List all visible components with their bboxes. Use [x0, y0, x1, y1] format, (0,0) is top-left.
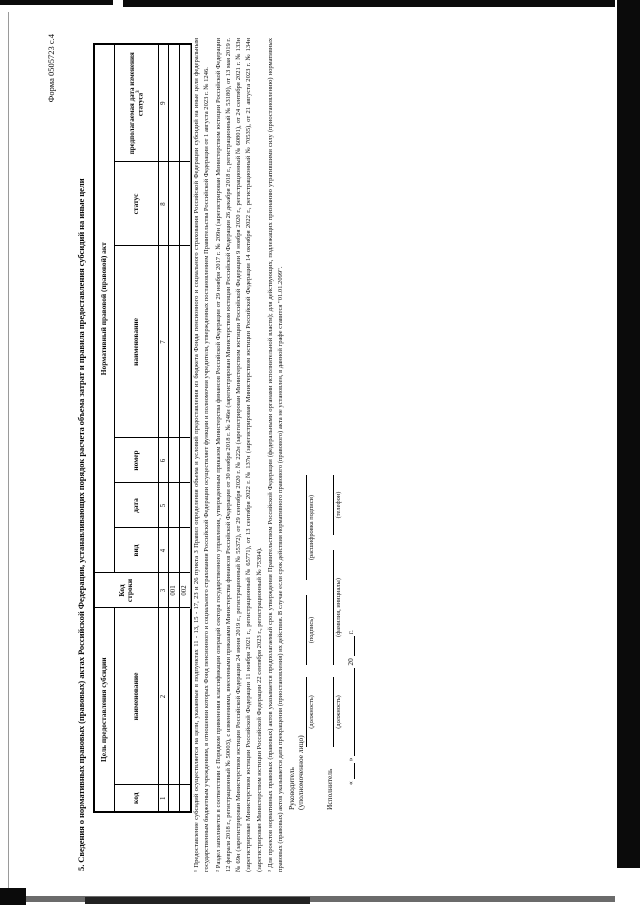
cell-date: [168, 483, 179, 528]
section-title: 5. Сведения о нормативных правовых (правовых) актах Российской Федерации, устанавливающих порядок расчета объема затрат и правила предоставления субсидий на иные цели: [76, 178, 86, 871]
head-label-line1: Руководитель: [287, 767, 296, 810]
executor-name-line: [333, 550, 334, 665]
col-header-date: дата: [114, 483, 158, 528]
cell-status: [179, 162, 191, 246]
col-number-3: 3: [158, 573, 168, 608]
col-number-1: 1: [158, 785, 168, 812]
col-number-8: 8: [158, 162, 168, 246]
date-line: [346, 630, 355, 785]
col-number-6: 6: [158, 438, 168, 483]
line-code-header: [94, 573, 158, 608]
form-number-label: Форма 0505723 с.4: [46, 34, 56, 103]
cell-status-date: [168, 44, 179, 162]
table-row: [179, 44, 191, 812]
line-code-header-top: Код: [116, 584, 126, 597]
year-blank: [346, 636, 355, 656]
year-suffix: г.: [346, 630, 355, 635]
cell-kind: [168, 528, 179, 573]
executor-name-sublabel: (фамилия, инициалы): [335, 578, 342, 637]
head-position-sublabel: (должность): [308, 695, 315, 729]
cell-line-code: 002: [179, 573, 191, 608]
cell-line-code: 001: [168, 573, 179, 608]
goal-group-header: Цель предоставления субсидии: [94, 608, 114, 812]
cell-status-date: [179, 44, 191, 162]
footnotes-block: [192, 38, 288, 872]
cell-date: [179, 483, 191, 528]
cell-goal-name: [179, 608, 191, 785]
footnote-3: ³ Для проектов нормативных правовых (правовых) актов указывается предполагаемый срок утверждения Правительством Российской Федерации (федеральными органами исполнительной власти); для действующих, подлежащих признанию утратившими силу (приостановлению) нормативных правовых (правовых) актов указывается дата прекращения (приостановления) их действия. В случае если срок действия нормативного правового (правового) акта не установлен, в данной графе ставится "01.01.2099".: [267, 38, 285, 872]
head-signature-label: [287, 735, 306, 810]
table-row: [168, 44, 179, 812]
executor-position-sublabel: (должность): [335, 695, 342, 729]
cell-number: [179, 438, 191, 483]
year-prefix: 20: [346, 658, 355, 666]
head-label-line2: (уполномоченное лицо): [296, 735, 306, 810]
scan-double-line-artifact: [190, 45, 191, 609]
npa-table: [93, 43, 192, 813]
cell-goal-code: [168, 785, 179, 812]
col-header-status: статус: [114, 162, 158, 246]
col-number-4: 4: [158, 528, 168, 573]
cell-goal-code: [179, 785, 191, 812]
cell-number: [168, 438, 179, 483]
head-sign-sublabel: (подпись): [308, 616, 315, 644]
month-blank: [346, 668, 355, 756]
status-date-footnote-mark: 3: [135, 90, 141, 93]
status-date-header-text: предполагаемая дата изменения статуса: [127, 52, 145, 155]
executor-phone-line: [333, 475, 334, 535]
col-number-2: 2: [158, 608, 168, 785]
col-header-goal-code: код: [114, 785, 158, 812]
col-header-status-date: [114, 44, 158, 162]
col-number-7: 7: [158, 246, 168, 438]
cell-goal-name: [168, 608, 179, 785]
cell-name: [179, 246, 191, 438]
npa-group-header: Нормативный правовой (правовой) акт: [94, 44, 114, 573]
line-code-header-bottom: строки: [125, 578, 135, 603]
col-number-5: 5: [158, 483, 168, 528]
day-blank: [346, 763, 355, 779]
executor-phone-sublabel: (телефон): [335, 491, 342, 519]
executor-position-line: [333, 677, 334, 747]
head-name-sublabel: (расшифровка подписи): [308, 494, 315, 561]
col-header-goal-name: наименование: [114, 608, 158, 785]
col-number-9: 9: [158, 44, 168, 162]
col-header-number: номер: [114, 438, 158, 483]
open-quote: «: [346, 781, 355, 785]
cell-name: [168, 246, 179, 438]
head-name-line: [306, 475, 307, 580]
cell-kind: [179, 528, 191, 573]
cell-status: [168, 162, 179, 246]
close-quote: »: [346, 757, 355, 762]
col-header-kind: вид: [114, 528, 158, 573]
col-header-name: наименование: [114, 246, 158, 438]
head-position-line: [306, 677, 307, 747]
head-sign-line: [306, 595, 307, 665]
executor-label: Исполнитель: [325, 768, 334, 810]
footnote-1: ¹ Предоставление субсидий осуществляется на цели, указанные в подпунктах 11 - 13, 15 - 17, 23 и 26 пункта 3 Правил определения объема и условий предоставления из бюджета Фонда пенсионного и социального страхования Российской Федерации субсидий на иные цели федеральным государственным бюджетным учреждениям, в отношении которых Фонд пенсионного и социального страхования Российской Федерации осуществляет функции и полномочия учредителя, утвержденных постановлением Правительства Российской Федерации от 1 августа 2023 г. № 1246.: [193, 38, 211, 872]
footnote-2: ² Раздел заполняется в соответствии с Порядком применения классификации операций сектора государственного управления, утвержденным приказом Министерства финансов Российской Федерации от 29 ноября 2017 г. № 209н (зарегистрирован Министерством юстиции Российской Федерации 12 февраля 2018 г., регистрационный № 50003), с изменениями, внесенными приказами Министерства финансов Российской Федерации от 30 ноября 2018 г. № 246н (зарегистрирован Министерством юстиции Российской Федерации 26 декабря 2018 г., регистрационный № 53180), от 13 мая 2019 г. № 69н (зарегистрирован Министерством юстиции Российской Федерации 24 июня 2019 г., регистрационный № 55372), от 29 сентября 2020 г. № 222н (зарегистрирован Министерством юстиции Российской Федерации 9 ноября 2020 г., регистрационный № 60801), от 24 сентября 2021 г. № 133н (зарегистрирован Министерством юстиции Российской Федерации 11 ноября 2021 г., регистрационный № 65771), от 13 сентября 2022 г. № 137н (зарегистрирован Министерством юстиции Российской Федерации 14 октября 2022 г., регистрационный № 70535), от 21 августа 2023 г. № 134н (зарегистрирован Министерством юстиции Российской Федерации 22 сентября 2023 г., регистрационный № 75394).: [214, 38, 263, 872]
